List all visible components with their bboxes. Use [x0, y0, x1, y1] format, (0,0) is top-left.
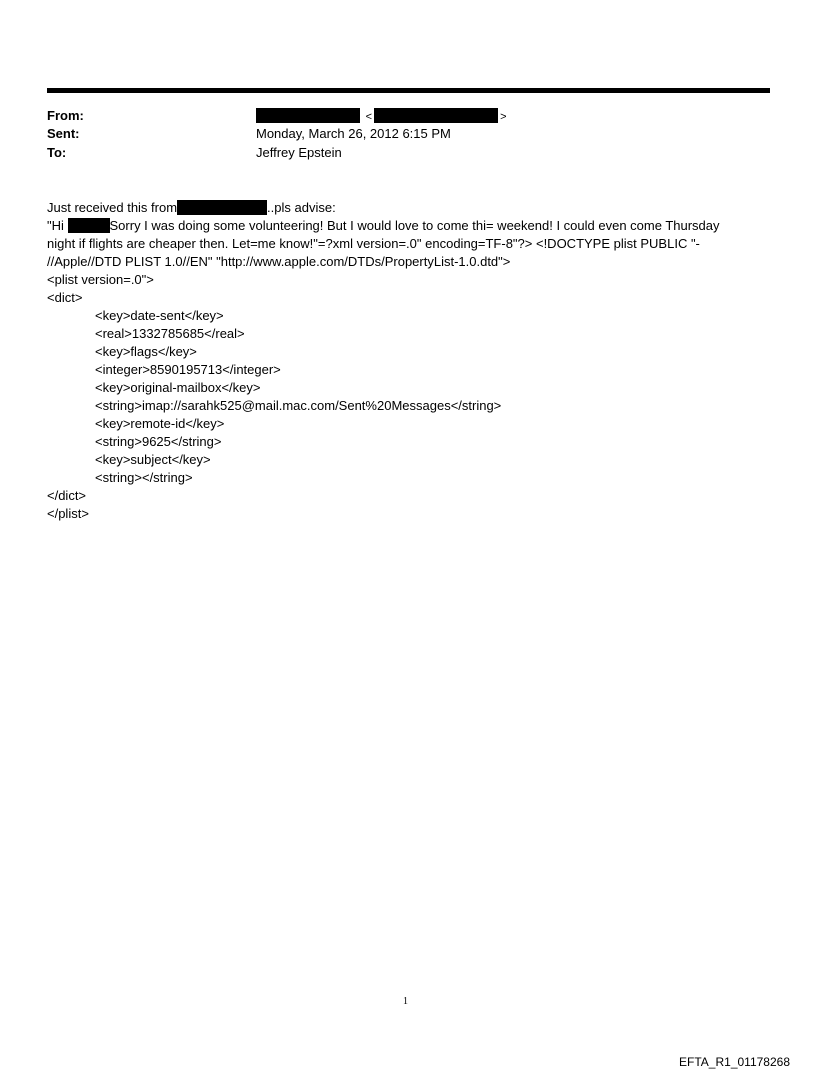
- to-value: Jeffrey Epstein: [256, 145, 342, 160]
- body-text-segment: ..pls advise:: [267, 200, 336, 215]
- sent-value: Monday, March 26, 2012 6:15 PM: [256, 126, 451, 141]
- page-number: 1: [403, 996, 408, 1007]
- dict-item: <string>imap://sarahk525@mail.mac.com/Sent%20Messages</string>: [95, 398, 502, 413]
- dict-item: <real>1332785685</real>: [95, 326, 245, 341]
- bates-number: EFTA_R1_01178268: [679, 1055, 790, 1069]
- from-close-bracket: >: [500, 111, 507, 123]
- dict-item: <key>remote-id</key>: [95, 416, 225, 431]
- redaction-block: [68, 218, 110, 233]
- body-line: <dict>: [47, 290, 83, 305]
- dict-item: <string></string>: [95, 470, 193, 485]
- body-line: <plist version=.0">: [47, 272, 154, 287]
- body-text-segment: Just received this from: [47, 200, 178, 215]
- body-line: [47, 217, 767, 235]
- dict-item: <key>date-sent</key>: [95, 308, 224, 323]
- from-label: From:: [47, 108, 84, 123]
- dict-item: <integer>8590195713</integer>: [95, 362, 281, 377]
- body-text-segment: Sorry I was doing some volunteering! But I would love to come thi= weekend! I could even come Thursday: [109, 218, 720, 233]
- header-rule: [47, 88, 770, 93]
- body-text-segment: "Hi: [47, 218, 68, 233]
- body-line: </plist>: [47, 506, 89, 521]
- body-line: //Apple//DTD PLIST 1.0//EN" "http://www.apple.com/DTDs/PropertyList-1.0.dtd">: [47, 254, 511, 269]
- redaction-block: [256, 108, 360, 123]
- from-value: [256, 108, 507, 123]
- dict-item: <key>original-mailbox</key>: [95, 380, 261, 395]
- redaction-block: [374, 108, 498, 123]
- from-open-bracket: <: [365, 111, 373, 123]
- dict-item: <key>subject</key>: [95, 452, 211, 467]
- body-line: night if flights are cheaper then. Let=me know!"=?xml version=.0" encoding=TF-8"?> <!DOCTYPE plist PUBLIC "-: [47, 236, 700, 251]
- redaction-block: [177, 200, 267, 215]
- body-line: [47, 199, 767, 217]
- dict-item: <string>9625</string>: [95, 434, 222, 449]
- email-body: [47, 199, 767, 523]
- dict-item: <key>flags</key>: [95, 344, 197, 359]
- to-label: To:: [47, 145, 67, 160]
- body-line: </dict>: [47, 488, 87, 503]
- sent-label: Sent:: [47, 126, 80, 141]
